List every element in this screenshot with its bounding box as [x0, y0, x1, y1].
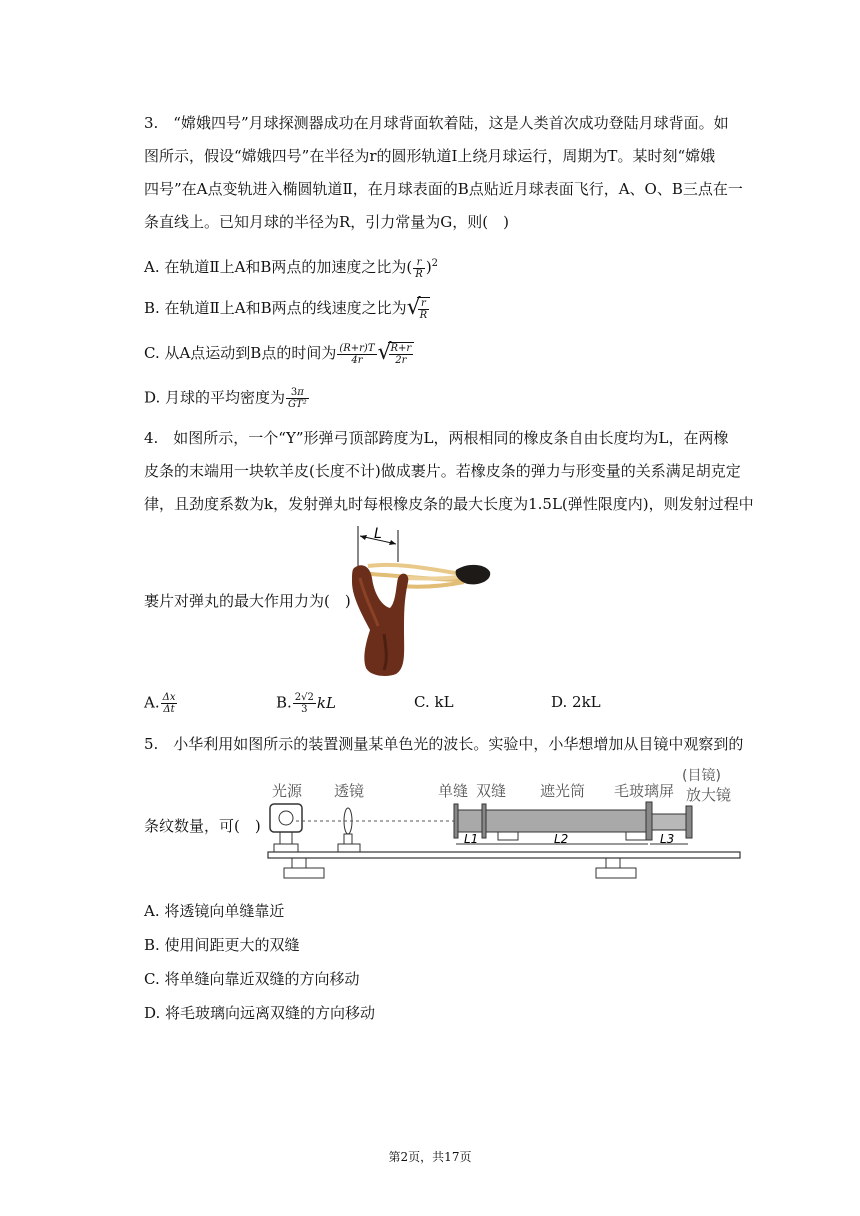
q4-option-d: D. 2kL: [551, 693, 601, 711]
double-slit-apparatus-figure: [262, 766, 744, 882]
q4-stem-line2: 皮条的末端用一块软羊皮(长度不计)做成裹片。若橡皮条的弹力与形变量的关系满足胡克定: [144, 462, 741, 480]
q4-option-c: C. kL: [414, 693, 454, 711]
label-eyepiece-bottom: 放大镜: [686, 786, 732, 804]
q3-option-b: [144, 297, 430, 321]
q5-stem-line2: 条纹数量，可( ): [144, 817, 261, 835]
q5-option-a: A. 将透镜向单缝靠近: [144, 902, 285, 920]
q3-stem-line3: 四号”在A点变轨进入椭圆轨道Ⅱ，在月球表面的B点贴近月球表面飞行，A、O、B三点在一: [144, 180, 743, 198]
q4-option-b-expr: $\frac{2√2}{3}$ kL: [294, 692, 336, 715]
label-L3: L3: [660, 832, 675, 846]
q4-stem-line1: 4. 如图所示，一个“Y”形弹弓顶部跨度为L，两根相同的橡皮条自由长度均为L，在两橡: [144, 429, 729, 447]
q3-option-d: [144, 387, 310, 410]
q5-stem-line1: 5. 小华利用如图所示的装置测量某单色光的波长。实验中，小华想增加从目镜中观察到的: [144, 735, 744, 753]
q3-option-d-text: D. 月球的平均密度为: [144, 388, 286, 407]
label-screen: 毛玻璃屏: [614, 782, 675, 800]
q3-option-c-expr: $\frac{(R+r)T}{4r}$ √ $\frac{R+r}{2r}$: [336, 344, 414, 362]
q3-option-c-text: C. 从A点运动到B点的时间为: [144, 344, 337, 362]
q3-option-a-text: A. 在轨道Ⅱ上A和B两点的加速度之比为: [144, 258, 407, 276]
q3-option-b-expr: √ $\frac{r}{R}$: [407, 297, 431, 321]
label-single-slit: 单缝: [438, 782, 469, 800]
q3-option-b-text: B. 在轨道Ⅱ上A和B两点的线速度之比为: [144, 299, 407, 317]
label-eyepiece-top: (目镜): [682, 768, 721, 784]
q3-option-d-expr: $\frac{3\pi}{\text{GT²}}$: [288, 387, 307, 410]
q4-option-a-expr: $\frac{\Delta x}{\Delta t}$: [162, 692, 176, 715]
q3-option-a: [144, 254, 438, 280]
q3-stem-line4: 条直线上。已知月球的半径为R，引力常量为G，则( ): [144, 213, 509, 231]
q5-option-d: D. 将毛玻璃向远离双缝的方向移动: [144, 1004, 376, 1022]
q3-stem-line2: 图所示，假设“嫦娥四号”在半径为r的圆形轨道Ⅰ上绕月球运行，周期为T。某时刻“嫦娥: [144, 147, 716, 165]
label-double-slit: 双缝: [476, 782, 507, 800]
slingshot-figure: [340, 522, 500, 680]
q5-option-c: C. 将单缝向靠近双缝的方向移动: [144, 970, 360, 988]
q4-stem-line4: 裹片对弹丸的最大作用力为( ): [144, 592, 351, 610]
page-footer: 第2页，共17页: [388, 1150, 472, 1164]
q5-option-b: B. 使用间距更大的双缝: [144, 936, 300, 954]
q3-option-c: [144, 342, 414, 366]
q3-option-a-expr: ( $\frac{r}{R}$ )$^2$: [406, 256, 439, 280]
label-lens: 透镜: [334, 782, 365, 800]
q4-stem-line3: 律，且劲度系数为k，发射弹丸时每根橡皮条的最大长度为1.5L(弹性限度内)，则发射过程中: [144, 495, 754, 513]
q3-stem-line1: 3. “嫦娥四号”月球探测器成功在月球背面软着陆，这是人类首次成功登陆月球背面。如: [144, 114, 729, 132]
slingshot-span-label: L: [374, 526, 382, 542]
label-tube: 遮光筒: [540, 782, 586, 800]
q4-option-b-text: B.: [276, 693, 292, 712]
label-L1: L1: [464, 832, 479, 846]
q4-option-b: [276, 692, 336, 715]
label-L2: L2: [554, 832, 569, 846]
label-light-source: 光源: [272, 782, 303, 800]
q4-option-a: [144, 692, 178, 715]
q4-option-a-text: A.: [144, 693, 160, 712]
